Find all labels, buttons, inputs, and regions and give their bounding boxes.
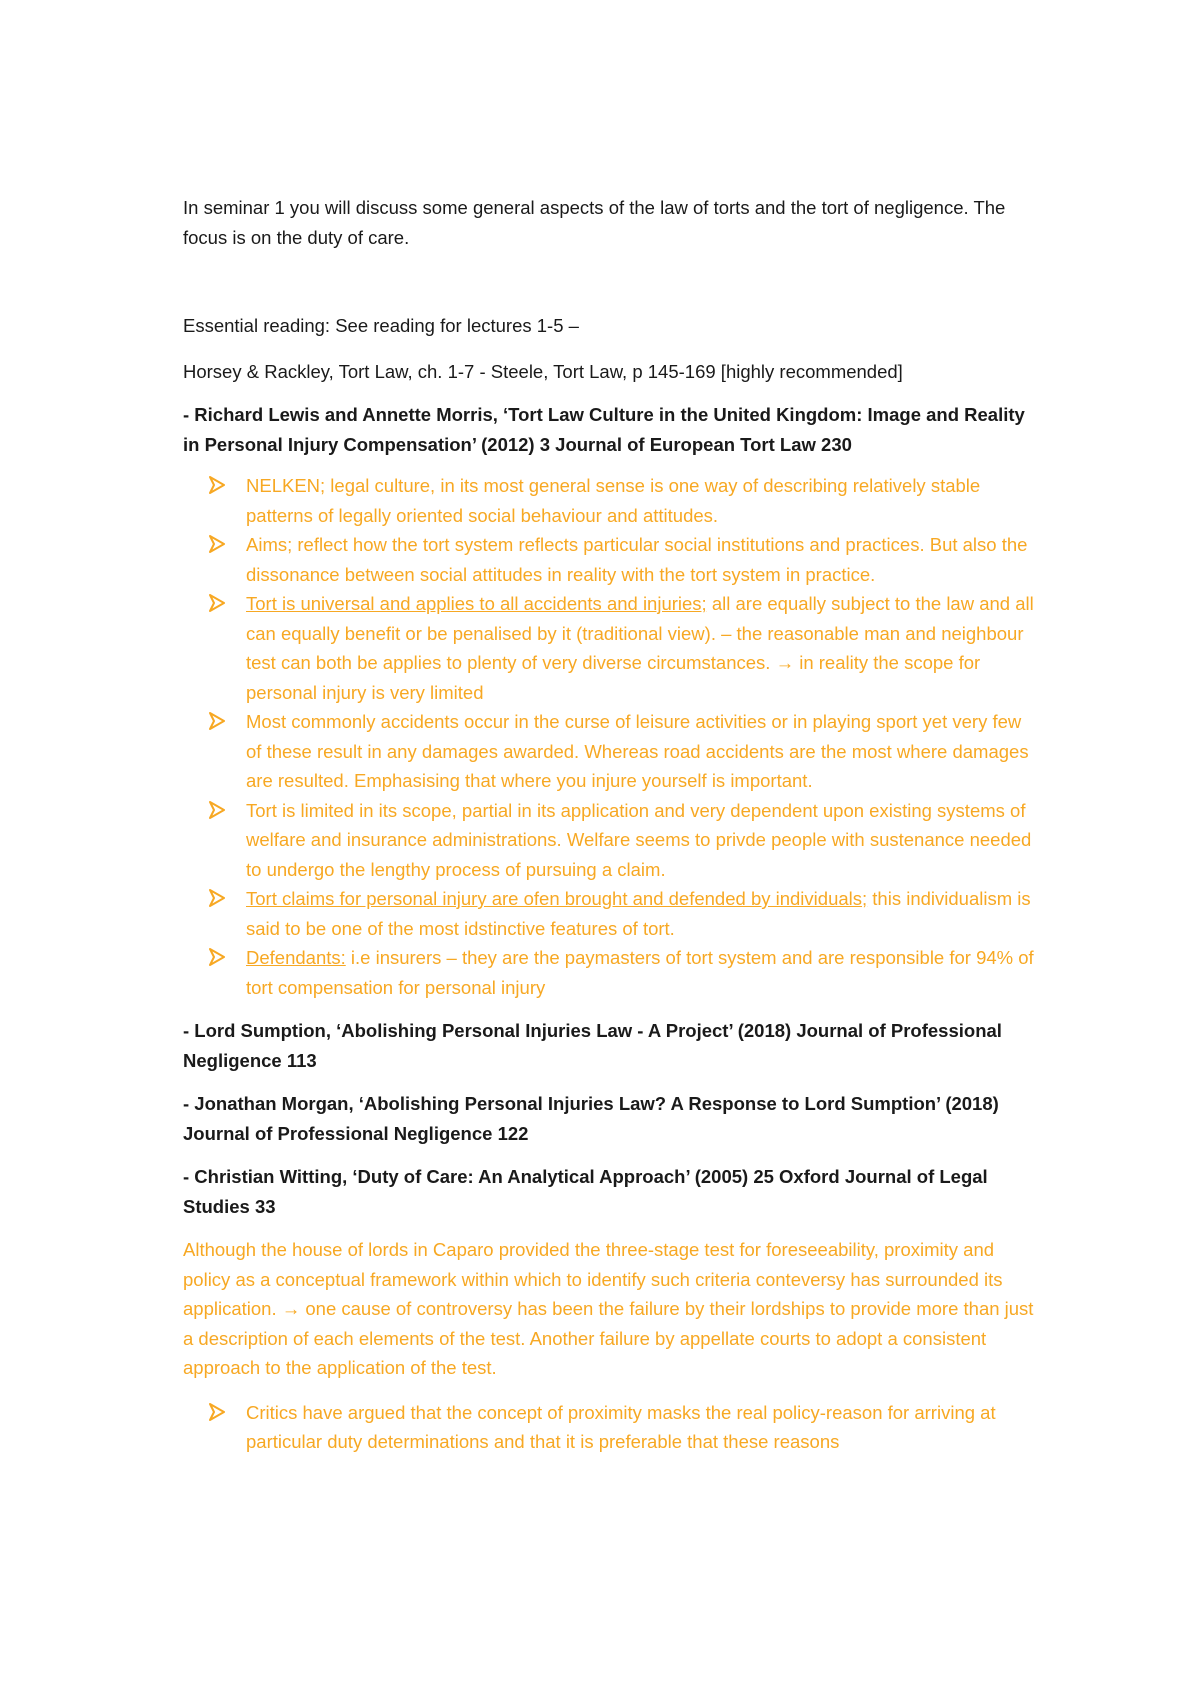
bullet-item [183, 943, 1035, 1002]
reference-lewis-morris: - Richard Lewis and Annette Morris, ‘Tort Law Culture in the United Kingdom: Image and Reality in Personal Injury Compensation’ (2012) 3 Journal of European Tort Law 230 [183, 404, 1025, 455]
reference-witting: - Christian Witting, ‘Duty of Care: An Analytical Approach’ (2005) 25 Oxford Journal of Legal Studies 33 [183, 1166, 988, 1217]
bullet-text: Critics have argued that the concept of proximity masks the real policy-reason for arriving at particular duty determinations and that it is preferable that these reasons [246, 1401, 996, 1452]
bullet-item [183, 471, 1035, 530]
bullet-item [183, 796, 1035, 885]
reference-sumption: - Lord Sumption, ‘Abolishing Personal Injuries Law - A Project’ (2018) Journal of Professional Negligence 113 [183, 1020, 1002, 1071]
bullet-text: all are equally subject to the law and all can equally benefit or be penalised by it (traditional view). – the reasonable man and neighbour test can both be applies to plenty of very diverse circumstances. → in reality the scope for personal injury is very limited [246, 593, 1034, 703]
underlined-lead-text: Tort claims for personal injury are ofen brought and defended by individuals; [246, 888, 868, 909]
arrowhead-bullet-icon [209, 533, 225, 553]
arrowhead-bullet-icon [209, 799, 225, 819]
arrowhead-bullet-icon [209, 946, 225, 966]
bullet-text: NELKEN; legal culture, in its most general sense is one way of describing relatively stable patterns of legally oriented social behaviour and attitudes. [246, 475, 981, 526]
arrowhead-bullet-icon [209, 1401, 225, 1421]
document-page [183, 193, 1035, 1471]
arrowhead-bullet-icon [209, 710, 225, 730]
horsey-reading-line: Horsey & Rackley, Tort Law, ch. 1-7 - Steele, Tort Law, p 145-169 [highly recommended] [183, 360, 903, 382]
essential-reading-heading: Essential reading: See reading for lectures 1-5 – [183, 315, 579, 336]
bullet-item [183, 1398, 1035, 1457]
bullet-text: Tort is limited in its scope, partial in its application and very dependent upon existing systems of welfare and insurance administrations. Welfare seems to privde people with sustenance needed to undergo the lengthy process of pursuing a claim. [246, 799, 1032, 880]
witting-notes-paragraph: Although the house of lords in Caparo provided the three-stage test for foreseeability, proximity and policy as a conceptual framework within which to identify such criteria conteversy has surrounded its application. → one cause of controversy has been the failure by their lordships to provide more than just a description of each elements of the test. Another failure by appellate courts to adopt a consistent approach to the application of the test. [183, 1239, 1034, 1378]
bullet-text: Most commonly accidents occur in the curse of leisure activities or in playing sport yet very few of these result in any damages awarded. Whereas road accidents are the most where damages are resulted. Emphasising that where you injure yourself is important. [246, 711, 1029, 791]
underlined-lead-text: Defendants: [246, 947, 346, 968]
arrowhead-bullet-icon [209, 887, 225, 907]
bullet-text: i.e insurers – they are the paymasters of tort system and are responsible for 94% of tort compensation for personal injury [246, 947, 1034, 998]
bullet-item [183, 589, 1035, 707]
reference-morgan: - Jonathan Morgan, ‘Abolishing Personal Injuries Law? A Response to Lord Sumption’ (2018) Journal of Professional Negligence 122 [183, 1093, 999, 1144]
bullet-item [183, 530, 1035, 589]
arrowhead-bullet-icon [209, 592, 225, 612]
witting-notes-list [183, 1398, 1035, 1457]
bullet-text: Aims; reflect how the tort system reflects particular social institutions and practices. But also the dissonance between social attitudes in reality with the tort system in practice. [246, 534, 1028, 585]
arrowhead-bullet-icon [209, 474, 225, 494]
bullet-item [183, 707, 1035, 796]
intro-paragraph: In seminar 1 you will discuss some general aspects of the law of torts and the tort of negligence. The focus is on the duty of care. [183, 197, 1006, 248]
bullet-item [183, 884, 1035, 943]
lewis-notes-list [183, 471, 1035, 1002]
underlined-lead-text: Tort is universal and applies to all accidents and injuries; [246, 593, 707, 614]
bullet-text: this individualism is said to be one of the most idstinctive features of tort. [246, 888, 1031, 939]
